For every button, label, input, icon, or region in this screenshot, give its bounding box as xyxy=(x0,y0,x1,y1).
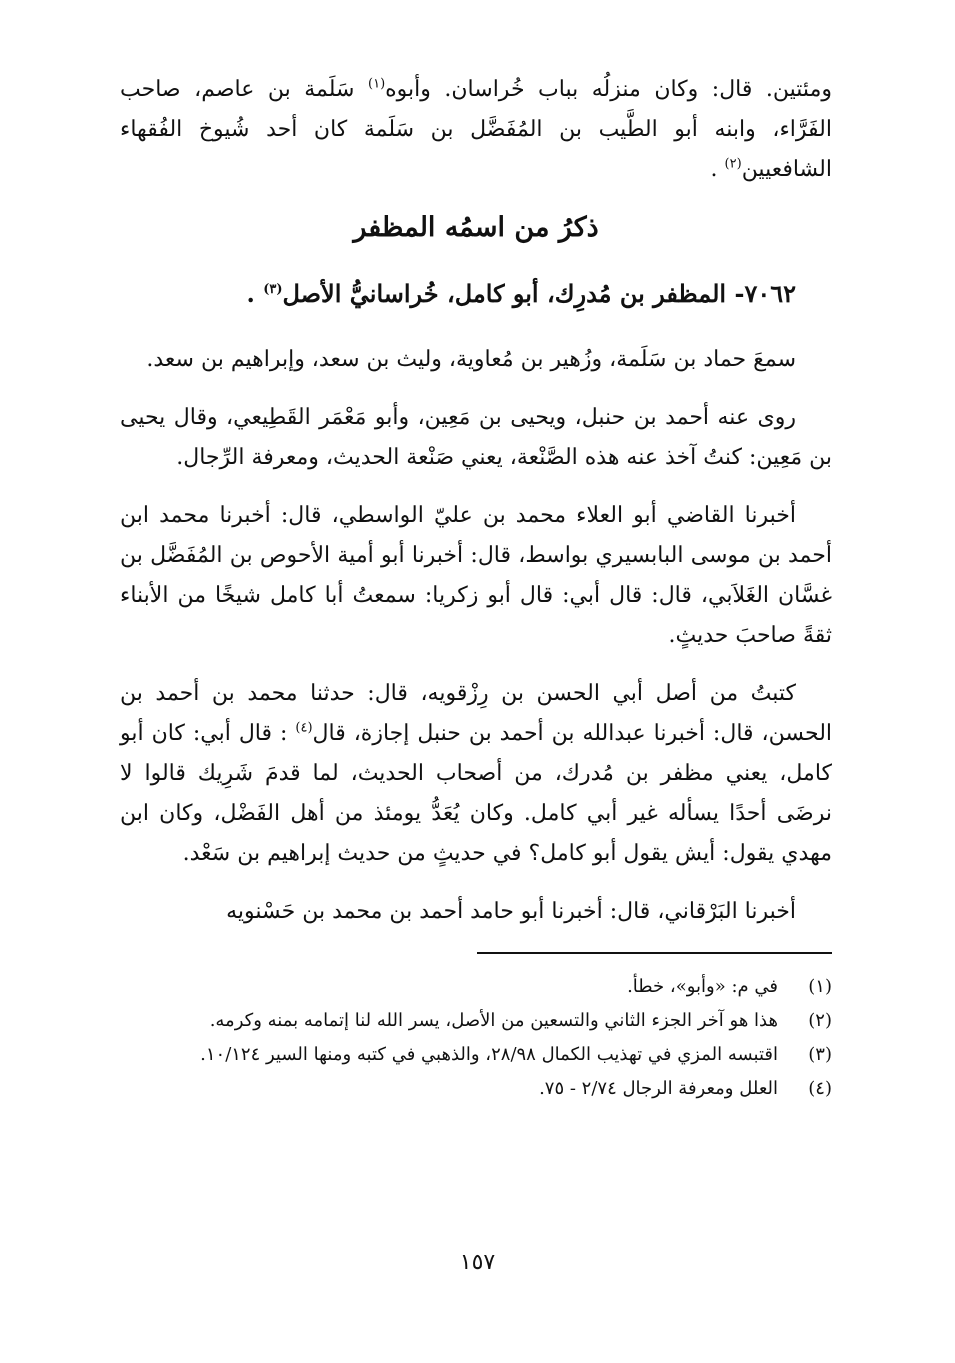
intro-text-2: سَلَمة بن عاصم، صاحب الفَرَّاء، وابنه أبو الطَّيب بن المُفَضَّل بن سَلَمة كان أحد شُيوخ الفُقهاء الشافعيين xyxy=(120,77,832,182)
intro-text-1: ومئتين. قال: وكان منزلُه بباب خُراسان. وأبوه xyxy=(385,77,832,102)
footnote-text: العلل ومعرفة الرجال ٢/٧٤ - ٧٥. xyxy=(539,1078,778,1099)
footnote-3 xyxy=(120,1038,832,1072)
paragraph-barqani: أخبرنا البَرْقاني، قال: أخبرنا أبو حامد أحمد بن محمد بن حَسْنويه xyxy=(226,899,796,924)
footnote-ref-3[interactable]: (٣) xyxy=(263,282,283,297)
paragraph-kutibtu xyxy=(120,674,832,874)
footnote-divider xyxy=(477,952,832,954)
kutibtu-text-2: : قال أبي: كان أبو كامل، يعني مظفر بن مُدرك، من أصحاب الحديث، لما قدمَ شَرِيك قالوا لا نرضَى أحدًا يسأله غير أبي كامل. وكان يُعَدُّ يومئذ من أهل الفَضْل، وكان ابن مهدي يقول: أيش يقول أبو كامل؟ في حديثٍ من حديث إبراهيم بن سَعْد. xyxy=(120,721,832,866)
footnote-number: (٤) xyxy=(808,1078,832,1099)
entry-end: . xyxy=(246,279,264,308)
paragraph-rawa: روى عنه أحمد بن حنبل، ويحيى بن مَعِين، وأبو مَعْمَر القَطِيعي، وقال يحيى بن مَعِين: كنتُ آخذ عنه هذه الصَّنْعة، يعني صَنْعة الحديث، ومعرفة الرِّجال. xyxy=(120,405,832,470)
footnote-number: (٢) xyxy=(808,1010,832,1031)
entry-heading xyxy=(120,274,832,314)
footnotes-list xyxy=(120,970,832,1106)
footnote-number: (١) xyxy=(808,976,832,997)
intro-text-3: . xyxy=(710,157,725,182)
kutibtu-text-1: كتبتُ من أصل أبي الحسن بن رِزْقويه، قال: حدثنا محمد بن أحمد بن الحسن، قال: أخبرنا عبدالله بن أحمد بن حنبل إجازة، قال xyxy=(120,681,833,746)
footnote-number: (٣) xyxy=(808,1044,832,1065)
entry-number: ٧٠٦٢- xyxy=(734,279,796,308)
page-body xyxy=(120,70,832,1106)
paragraph-sami: سمعَ حماد بن سَلَمة، وزُهير بن مُعاوية، وليث بن سعد، وإبراهيم بن سعد. xyxy=(146,347,796,372)
footnote-ref-2[interactable]: (٢) xyxy=(724,156,742,172)
footnote-text: اقتبسه المزي في تهذيب الكمال ٢٨/٩٨، والذهبي في كتبه ومنها السير ١٠/١٢٤. xyxy=(200,1044,778,1065)
footnote-ref-1[interactable]: (١) xyxy=(368,76,386,92)
section-heading: ذكرُ من اسمُه المظفر xyxy=(353,212,599,243)
entry-title: المظفر بن مُدرِك، أبو كامل، خُراسانيُّ الأصل xyxy=(282,279,735,308)
intro-paragraph xyxy=(120,70,832,190)
paragraph-akhbarana-qadi: أخبرنا القاضي أبو العلاء محمد بن عليّ الواسطي، قال: أخبرنا محمد ابن أحمد بن موسى البابسيري بواسط، قال: أخبرنا أبو أمية الأحوص بن المُفَضَّل بن غسَّان الغَلاَبي، قال: قال أبي: قال أبو زكريا: سمعتُ أبا كامل شيخًا من الأبناء ثقةً صاحبَ حديثٍ. xyxy=(120,503,832,648)
footnote-ref-4[interactable]: (٤) xyxy=(295,720,313,736)
footnote-1 xyxy=(120,970,832,1004)
footnote-text: هذا هو آخر الجزء الثاني والتسعين من الأصل، يسر الله لنا إتمامه بمنه وكرمه. xyxy=(209,1010,778,1031)
footnote-4 xyxy=(120,1072,832,1106)
footnote-2 xyxy=(120,1004,832,1038)
page-number: ١٥٧ xyxy=(459,1250,496,1275)
footnote-text: في م: «وأبو»، خطأ. xyxy=(627,976,778,997)
